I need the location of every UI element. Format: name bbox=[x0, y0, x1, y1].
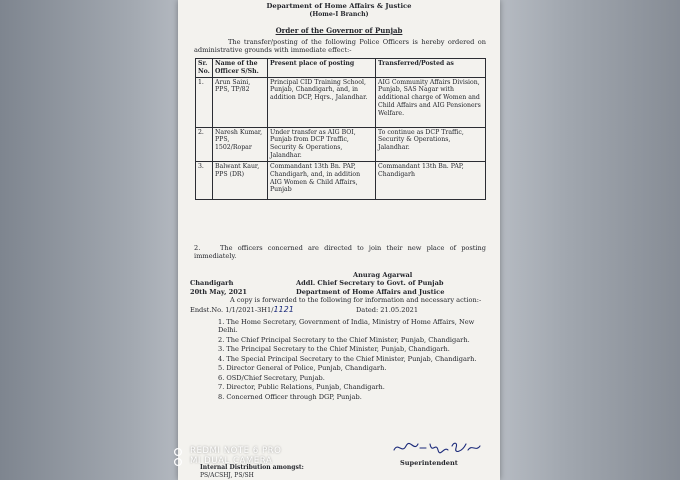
background-left bbox=[0, 0, 190, 480]
handwritten-number: 1121 bbox=[273, 305, 294, 314]
paragraph-2-number: 2. bbox=[194, 244, 201, 252]
row-transferred-as: To continue as DCP Traffic, Security & Operations, Jalandhar. bbox=[376, 127, 486, 161]
row-sr: 2. bbox=[196, 127, 213, 161]
row-transferred-as: Commandant 13th Bn. PAP, Chandigarh bbox=[376, 161, 486, 199]
list-item: 7. Director, Public Relations, Punjab, Chandigarh. bbox=[218, 383, 385, 392]
table-header-row bbox=[196, 59, 486, 78]
list-item: 4. The Special Principal Secretary to the Chief Minister, Punjab, Chandigarh. bbox=[218, 354, 477, 363]
row-sr: 1. bbox=[196, 77, 213, 127]
list-item: 8. Concerned Officer through DGP, Punjab. bbox=[218, 392, 362, 401]
watermark-line-2: MI DUAL CAMERA bbox=[190, 456, 273, 467]
paragraph-2: The officers concerned are directed to join their new place of posting immediately. bbox=[194, 244, 486, 261]
intro-paragraph: The transfer/posting of the following Police Officers is hereby ordered on administrative grounds with immediate effect:- bbox=[194, 38, 486, 55]
transfer-table bbox=[195, 58, 486, 200]
row-officer-name: Arun Saini, PPS, TP/82 bbox=[213, 77, 268, 127]
camera-watermark bbox=[176, 446, 281, 467]
branch-heading: (Home-I Branch) bbox=[309, 11, 369, 18]
endorsement-number-text: Endst.No. 1/1/2021-3H1/ bbox=[190, 306, 274, 314]
header-present-posting: Present place of posting bbox=[268, 59, 376, 78]
copy-note: A copy is forwarded to the following for information and necessary action:- bbox=[230, 296, 482, 304]
list-item: 6. OSD/Chief Secretary, Punjab. bbox=[218, 373, 325, 382]
document-page bbox=[178, 0, 500, 480]
signatory-name: Anurag Agarwal bbox=[353, 271, 413, 279]
table-row bbox=[196, 161, 486, 199]
list-item: 3. The Principal Secretary to the Chief Minister, Punjab, Chandigarh. bbox=[218, 345, 450, 354]
list-item: 2. The Chief Principal Secretary to the Chief Minister, Punjab, Chandigarh. bbox=[218, 335, 470, 344]
list-item: 5. Director General of Police, Punjab, Chandigarh. bbox=[218, 364, 387, 373]
header-officer-name: Name of the Officer S/Sh. bbox=[213, 59, 268, 78]
row-present-posting: Principal CID Training School, Punjab, Chandigarh, and, in addition DCP, Hqrs., Jalandhar. bbox=[268, 77, 376, 127]
internal-distribution-line: PS/ACSHJ, PS/SH bbox=[200, 472, 254, 479]
signatory-department: Department of Home Affairs and Justice bbox=[296, 288, 445, 296]
order-title: Order of the Governor of Punjab bbox=[275, 26, 403, 35]
endorsement-number bbox=[190, 305, 294, 315]
endorsement-date: Dated: 21.05.2021 bbox=[356, 306, 419, 314]
header-transferred-as: Transferred/Posted as bbox=[376, 59, 486, 78]
internal-distribution: Internal Distribution amongst: bbox=[200, 464, 304, 471]
header-sr-no: Sr. No. bbox=[196, 59, 213, 78]
signatory-designation: Addl. Chief Secretary to Govt. of Punjab bbox=[296, 279, 444, 287]
recipient-list bbox=[218, 318, 488, 402]
row-sr: 3. bbox=[196, 161, 213, 199]
signature-date: 20th May, 2021 bbox=[190, 288, 248, 296]
list-item: 1. The Home Secretary, Government of India, Ministry of Home Affairs, New Delhi. bbox=[218, 318, 475, 335]
watermark-line-1: REDMI NOTE 6 PRO bbox=[190, 446, 282, 456]
background-right bbox=[490, 0, 680, 480]
table-row bbox=[196, 77, 486, 127]
department-heading: Department of Home Affairs & Justice bbox=[266, 2, 412, 10]
row-present-posting: Commandant 13th Bn. PAP, Chandigarh, and, in addition AIG Women & Child Affairs, Punjab bbox=[268, 161, 376, 199]
superintendent-label: Superintendent bbox=[400, 459, 458, 467]
row-officer-name: Naresh Kumar, PPS, 1502/Ropar bbox=[213, 127, 268, 161]
signature-place: Chandigarh bbox=[190, 279, 234, 287]
row-transferred-as: AIG Community Affairs Division, Punjab, SAS Nagar with additional charge of Women and Child Affairs and AIG Pensioners Welfare. bbox=[376, 77, 486, 127]
table-row bbox=[196, 127, 486, 161]
row-officer-name: Balwant Kaur, PPS (DR) bbox=[213, 161, 268, 199]
row-present-posting: Under transfer as AIG BOI, Punjab from DCP Traffic, Security & Operations, Jalandhar. bbox=[268, 127, 376, 161]
